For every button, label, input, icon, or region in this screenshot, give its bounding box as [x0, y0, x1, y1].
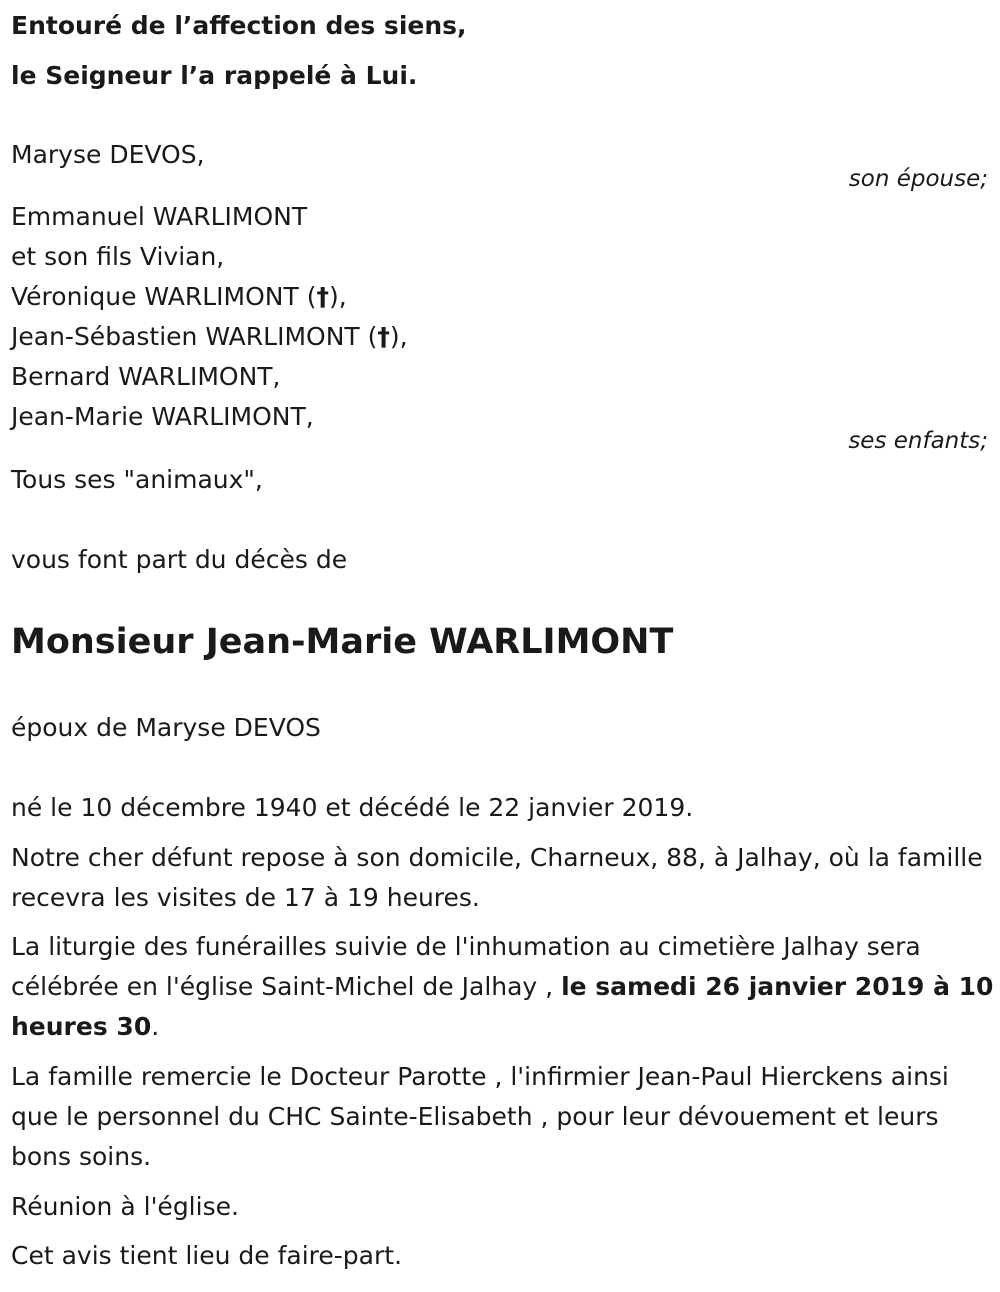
- child-5: Jean-Marie WARLIMONT,: [11, 402, 314, 431]
- spouse-name: Maryse DEVOS,: [11, 140, 205, 169]
- funeral-text: La liturgie des funérailles suivie de l'inhumation au cimetière Jalhay sera célébrée en l'église Saint-Michel de Jalhay ,: [11, 932, 921, 1001]
- child-3-name: Jean-Sébastien WARLIMONT (: [11, 322, 378, 351]
- announce-line: vous font part du décès de: [11, 545, 348, 574]
- child-2-suffix: ),: [328, 282, 347, 311]
- child-1-son: et son fils Vivian,: [11, 242, 225, 271]
- funeral-date: le samedi 26 janvier 2019 à 10 heures 30: [11, 972, 994, 1041]
- child-2: [11, 277, 347, 317]
- notice-line: Cet avis tient lieu de faire-part.: [11, 1241, 403, 1270]
- child-3-suffix: ),: [389, 322, 408, 351]
- cross-icon: †: [316, 282, 329, 311]
- children-role: ses enfants;: [848, 428, 988, 454]
- child-2-name: Véronique WARLIMONT (: [11, 282, 317, 311]
- child-1: Emmanuel WARLIMONT: [11, 202, 308, 231]
- animals-line: Tous ses "animaux",: [11, 465, 263, 494]
- deceased-dates: né le 10 décembre 1940 et décédé le 22 janvier 2019.: [11, 793, 694, 822]
- spouse-role: son épouse;: [848, 166, 988, 192]
- child-3: [11, 317, 408, 357]
- deceased-relation: époux de Maryse DEVOS: [11, 713, 321, 742]
- rest-paragraph: Notre cher défunt repose à son domicile, Charneux, 88, à Jalhay, où la famille recevra les visites de 17 à 19 heures.: [11, 843, 983, 912]
- thanks-paragraph: La famille remercie le Docteur Parotte , l'infirmier Jean-Paul Hierckens ainsi que le personnel du CHC Sainte-Elisabeth , pour leur dévouement et leurs bons soins.: [11, 1062, 949, 1171]
- deceased-name: Monsieur Jean-Marie WARLIMONT: [11, 622, 674, 662]
- cross-icon: †: [377, 322, 390, 351]
- funeral-paragraph: [11, 927, 996, 1047]
- child-4: Bernard WARLIMONT,: [11, 362, 281, 391]
- header-line-1: Entouré de l’affection des siens,: [11, 11, 467, 40]
- header-line-2: le Seigneur l’a rappelé à Lui.: [11, 61, 418, 90]
- funeral-end: .: [151, 1012, 160, 1041]
- meeting-line: Réunion à l'église.: [11, 1192, 239, 1221]
